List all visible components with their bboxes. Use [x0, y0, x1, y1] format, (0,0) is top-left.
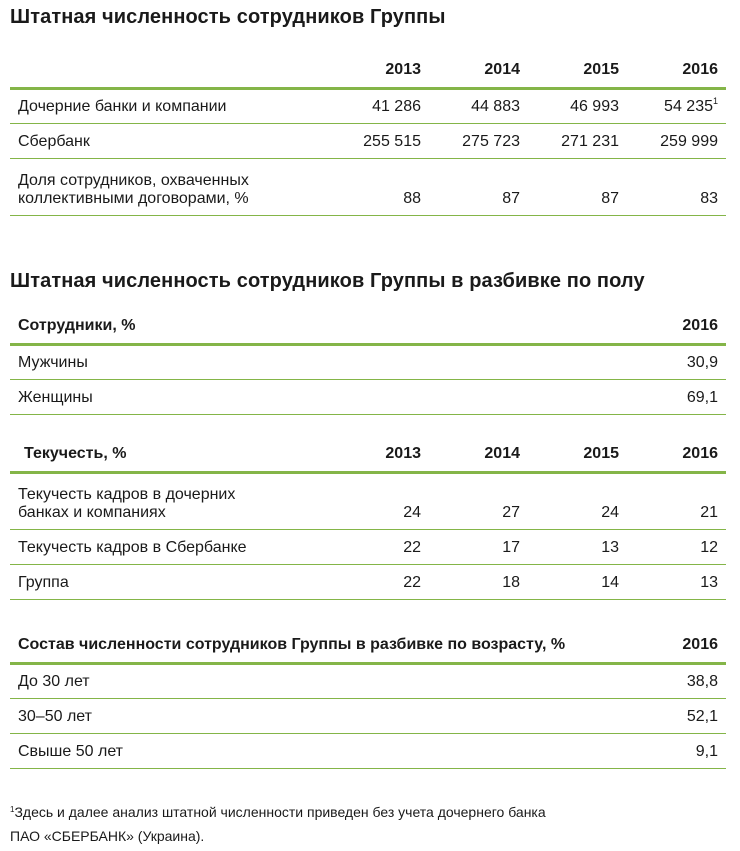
header-label: Состав численности сотрудников Группы в разбивке по возрасту, % — [18, 636, 566, 653]
cell-value: 259 999 — [660, 133, 718, 150]
table-header-row — [10, 628, 726, 664]
year-header: 2014 — [484, 445, 520, 462]
footnote-line-1: Здесь и далее анализ штатной численности приведен без учета дочернего банка — [14, 804, 546, 820]
year-header: 2015 — [583, 61, 619, 78]
header-label: Текучесть, % — [24, 445, 127, 462]
table-row — [10, 124, 726, 159]
cell-value: 275 723 — [462, 133, 520, 150]
table-row — [10, 734, 726, 769]
footnote — [10, 800, 726, 848]
cell-value: 255 515 — [363, 133, 421, 150]
headcount-table — [10, 53, 726, 216]
table-header-row — [10, 309, 726, 345]
headcount-section — [10, 6, 726, 216]
row-label: До 30 лет — [18, 673, 90, 690]
row-label: Женщины — [18, 389, 93, 406]
year-header: 2016 — [682, 636, 718, 653]
cell-value: 12 — [700, 539, 718, 556]
year-header: 2016 — [682, 61, 718, 78]
cell-value: 13 — [601, 539, 619, 556]
cell-value: 54 $235^1$ — [664, 96, 718, 115]
table-row — [10, 473, 726, 530]
table-row — [10, 664, 726, 699]
gender-section — [10, 270, 726, 415]
year-header: 2013 — [385, 445, 421, 462]
cell-value: 52,1 — [686, 708, 718, 725]
cell-value: 44 883 — [471, 98, 520, 115]
row-label: Мужчины — [18, 354, 88, 371]
cell-value: 14 — [601, 574, 619, 591]
row-label: 30–50 лет — [18, 708, 92, 725]
cell-value: 21 — [700, 504, 718, 521]
year-header: 2015 — [583, 445, 619, 462]
cell-value: 24 — [403, 504, 421, 521]
footnote-marker: 1 — [10, 805, 15, 814]
cell-value: 46 993 — [570, 98, 619, 115]
row-label: Доля сотрудников, охваченных коллективными договорами, % — [18, 172, 249, 207]
table-row — [10, 159, 726, 216]
cell-value: 271 231 — [561, 133, 619, 150]
row-label: Группа — [18, 574, 69, 591]
turnover-table — [10, 437, 726, 600]
age-table — [10, 628, 726, 769]
cell-value: 17 — [502, 539, 520, 556]
year-header: 2016 — [682, 445, 718, 462]
cell-value: 18 — [502, 574, 520, 591]
table-row — [10, 699, 726, 734]
age-section — [10, 628, 726, 769]
cell-value: 38,8 — [686, 673, 718, 690]
table-row — [10, 565, 726, 600]
header-label: Сотрудники, % — [18, 317, 136, 334]
cell-value: 41 286 — [372, 98, 421, 115]
row-label: Текучесть кадров в дочерних банках и компаниях — [18, 486, 236, 521]
cell-value: 24 — [601, 504, 619, 521]
year-header: 2014 — [484, 61, 520, 78]
cell-value: 69,1 — [686, 389, 718, 406]
table-row — [10, 345, 726, 380]
row-label: Текучесть кадров в Сбербанке — [18, 539, 247, 556]
cell-value: 83 — [700, 190, 718, 207]
gender-table — [10, 309, 726, 415]
gender-title: Штатная численность сотрудников Группы в разбивке по полу — [10, 270, 645, 292]
turnover-section — [10, 437, 726, 600]
footnote-marker: 1 — [712, 96, 718, 106]
cell-value: 88 — [403, 190, 421, 207]
row-label: Сбербанк — [18, 133, 90, 150]
table-header-row — [10, 437, 726, 473]
cell-value: 9,1 — [695, 743, 718, 760]
cell-value: 22 — [403, 574, 421, 591]
row-label: Дочерние банки и компании — [18, 98, 227, 115]
year-header: 2013 — [385, 61, 421, 78]
cell-value: 22 — [403, 539, 421, 556]
table-row — [10, 89, 726, 124]
year-header: 2016 — [682, 317, 718, 334]
footnote-line-2: ПАО «СБЕРБАНК» (Украина). — [10, 828, 205, 844]
row-label: Свыше 50 лет — [18, 743, 124, 760]
cell-value: 13 — [700, 574, 718, 591]
table-row — [10, 380, 726, 415]
table-row — [10, 530, 726, 565]
header-label — [10, 53, 330, 89]
table-header-row — [10, 53, 726, 89]
headcount-title: Штатная численность сотрудников Группы — [10, 6, 446, 28]
cell-value: 30,9 — [686, 354, 718, 371]
cell-value: 27 — [502, 504, 520, 521]
cell-value: 87 — [601, 190, 619, 207]
cell-value: 87 — [502, 190, 520, 207]
